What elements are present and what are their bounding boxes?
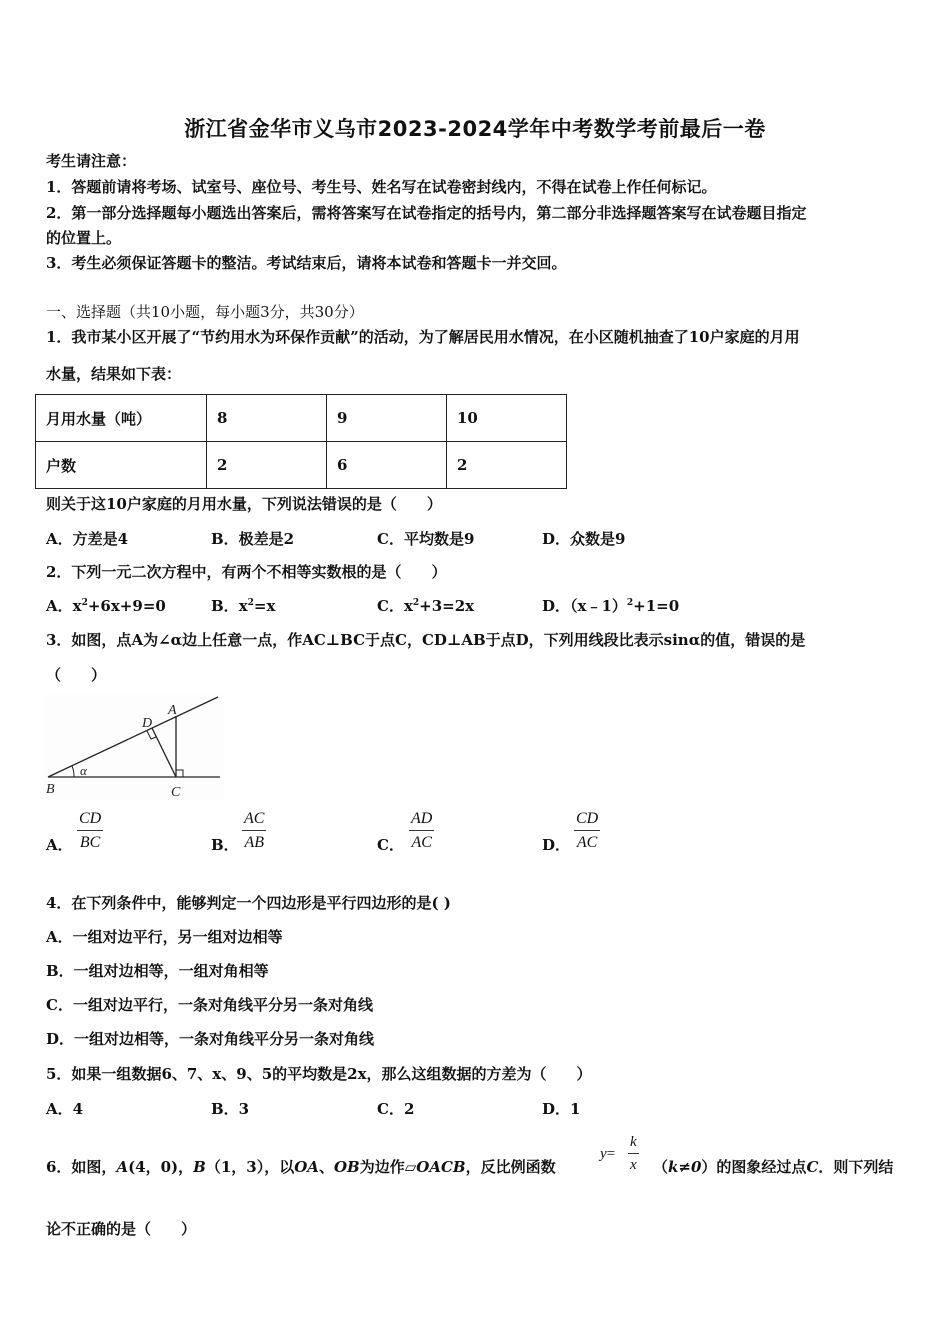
label-A: A — [168, 703, 177, 718]
table-cell: 月用水量（吨） — [36, 395, 207, 442]
q4-option-b: B．一组对边相等，一组对角相等 — [46, 962, 269, 980]
q5-option-a: A．4 — [46, 1100, 84, 1118]
q3-line1: 3．如图，点A为∠α边上任意一点，作AC⊥BC于点C，CD⊥AB于点D，下列用线段比表示sinα的值，错误的是 — [46, 631, 806, 649]
q4-option-c: C．一组对边平行，一条对角线平分另一条对角线 — [46, 996, 373, 1014]
q1-question: 则关于这10户家庭的月用水量，下列说法错误的是（ ） — [46, 495, 442, 513]
notice-item-2: 2．第一部分选择题每小题选出答案后，需将答案写在试卷指定的括号内，第二部分非选择题答案写在试卷题目指定 — [46, 204, 807, 222]
table-cell: 10 — [447, 395, 567, 442]
label-D: D — [142, 716, 153, 731]
q4-option-d: D．一组对边相等，一条对角线平分另一条对角线 — [46, 1030, 375, 1048]
q3-option-d-fraction: $\frac{CD}{AC}$ — [576, 810, 599, 851]
section-heading: 一、选择题（共10小题，每小题3分，共30分） — [46, 303, 364, 321]
q2-option-c: C．$x^2+3=2x$ — [377, 597, 475, 615]
table-cell: 2 — [447, 442, 567, 489]
q1-line1: 1．我市某小区开展了“节约用水为环保作贡献”的活动，为了解居民用水情况，在小区随机抽查了10户家庭的月用 — [46, 328, 800, 346]
notice-heading: 考生请注意： — [46, 152, 137, 170]
q5-option-d: D．1 — [542, 1100, 581, 1118]
q6-formula-y: y= — [600, 1146, 616, 1162]
label-alpha: α — [80, 763, 87, 778]
table-row — [36, 395, 567, 442]
table-row — [36, 442, 567, 489]
notice-item-2-cont: 的位置上。 — [46, 229, 122, 247]
table-cell: 户数 — [36, 442, 207, 489]
q6-line1-tail: （k≠0）的图象经过点C．则下列结 — [653, 1158, 894, 1176]
q5-option-b: B．3 — [211, 1100, 250, 1118]
q3-option-c-label: C． — [377, 836, 404, 854]
table-cell: 2 — [207, 442, 327, 489]
q2-option-d: D．（x﹣1）$^2$+1=0 — [542, 597, 680, 615]
q4-question: 4．在下列条件中，能够判定一个四边形是平行四边形的是( ) — [46, 894, 451, 912]
triangle-figure — [44, 694, 224, 800]
table-cell: 6 — [327, 442, 447, 489]
notice-item-1: 1．答题前请将考场、试室号、座位号、考生号、姓名写在试卷密封线内，不得在试卷上作任何标记。 — [46, 178, 717, 196]
q6-line2: 论不正确的是（ ） — [46, 1220, 197, 1238]
q6-line1: 6．如图，A(4，0)，B（1，3），以OA、OB为边作▱OACB，反比例函数 — [46, 1158, 556, 1176]
q1-line2: 水量，结果如下表： — [46, 365, 182, 383]
label-B: B — [46, 782, 55, 797]
q1-option-c: C．平均数是9 — [377, 530, 475, 548]
q3-option-b-fraction: $\frac{AC}{AB}$ — [244, 810, 265, 851]
water-usage-table — [35, 394, 567, 489]
q3-option-a-fraction: $\frac{CD}{BC}$ — [79, 810, 102, 851]
q1-option-b: B．极差是2 — [211, 530, 295, 548]
q5-question: 5．如果一组数据6、7、x、9、5的平均数是2x，那么这组数据的方差为（ ） — [46, 1065, 592, 1083]
notice-item-3: 3．考生必须保证答题卡的整洁。考试结束后，请将本试卷和答题卡一并交回。 — [46, 254, 567, 272]
q5-option-c: C．2 — [377, 1100, 415, 1118]
q3-option-b-label: B． — [211, 836, 239, 854]
q2-option-b: B．$x^2=x$ — [211, 597, 276, 615]
table-cell: 9 — [327, 395, 447, 442]
q2-option-a: A．$x^2+6x+9=0$ — [46, 597, 166, 615]
q2-question: 2．下列一元二次方程中，有两个不相等实数根的是（ ） — [46, 563, 447, 581]
q1-option-d: D．众数是9 — [542, 530, 626, 548]
page-title: 浙江省金华市义乌市2023-2024学年中考数学考前最后一卷 — [184, 117, 766, 141]
q4-option-a: A．一组对边平行，另一组对边相等 — [46, 928, 283, 946]
q3-line2: （ ） — [46, 666, 107, 684]
q3-option-d-label: D． — [542, 836, 571, 854]
q1-option-a: A．方差是4 — [46, 530, 129, 548]
q3-option-c-fraction: $\frac{AD}{AC}$ — [411, 810, 433, 851]
label-C: C — [171, 785, 181, 800]
q3-option-a-label: A． — [46, 836, 73, 854]
table-cell: 8 — [207, 395, 327, 442]
q6-formula-fraction: $\frac{k}{x}$ — [630, 1134, 637, 1173]
